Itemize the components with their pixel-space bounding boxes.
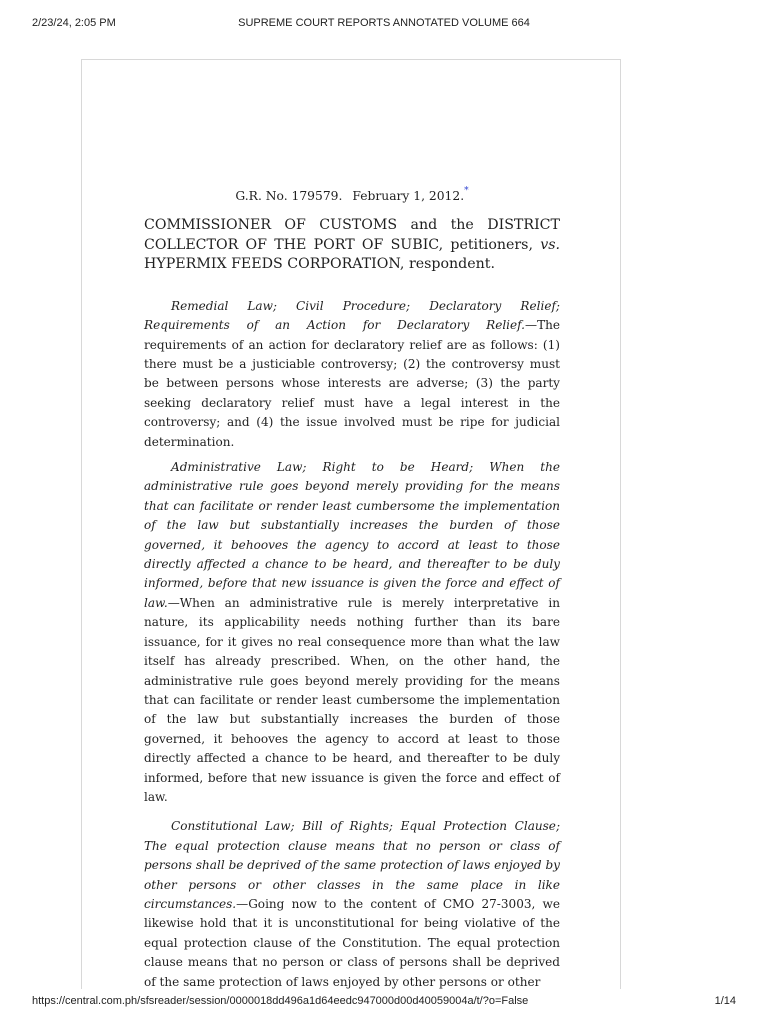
document-page (81, 59, 621, 989)
document-content (144, 184, 560, 989)
syllabus-heading: Constitutional Law; Bill of Rights; Equal Protection Clause; The equal protection clause means that no person or class of persons shall be deprived of the same protection of laws enjoyed by other persons or other classes in the same place in like circumstances. (144, 819, 560, 911)
print-footer (0, 995, 768, 1009)
print-page-title: SUPREME COURT REPORTS ANNOTATED VOLUME 664 (238, 17, 530, 29)
print-header (0, 17, 768, 31)
decision-date: February 1, 2012. (352, 189, 465, 203)
syllabus-body: —When an administrative rule is merely interpretative in nature, its applicability needs nothing further than its bare issuance, for it gives no real consequence more than what the law itself has already prescribed. When, on the other hand, the administrative rule goes beyond merely providing for the means that can facilitate or render least cumbersome the implementation of the law but substantially increases the burden of those governed, it behooves the agency to accord at least to those directly affected a chance to be heard, and thereafter to be duly informed, before that new issuance is given the force and effect of law. (144, 595, 560, 804)
gr-number: G.R. No. 179579. (235, 189, 343, 203)
footnote-link[interactable]: * (464, 186, 469, 196)
print-url: https://central.com.ph/sfsreader/session/0000018dd496a1d64eedc947000d00d40059004a/t/?o=False (32, 995, 529, 1007)
syllabus-heading: Remedial Law; Civil Procedure; Declaratory Relief; Requirements of an Action for Declaratory Relief. (144, 298, 560, 333)
syllabus-heading: Administrative Law; Right to be Heard; When the administrative rule goes beyond merely providing for the means that can facilitate or render least cumbersome the implementation of the law but substantially increases the burden of those governed, it behooves the agency to accord at least to those directly affected a chance to be heard, and thereafter to be duly informed, before that new issuance is given the force and effect of law. (144, 460, 560, 610)
petitioners: COMMISSIONER OF CUSTOMS and the DISTRICT COLLECTOR OF THE PORT OF SUBIC, petitioners, (144, 217, 560, 253)
syllabus-body: —The requirements of an action for declaratory relief are as follows: (1) there must be a justiciable controversy; (2) the controversy must be between persons whose interests are adverse; (3) the party seeking declaratory relief must have a legal interest in the controversy; and (4) the issue involved must be ripe for judicial determination. (144, 318, 560, 449)
case-parties (144, 216, 560, 275)
print-datetime: 2/23/24, 2:05 PM (32, 17, 116, 29)
versus: vs. (540, 236, 560, 253)
syllabus-paragraph (144, 458, 560, 807)
syllabus-paragraph (144, 297, 560, 452)
page-indicator: 1/14 (714, 995, 736, 1007)
case-number-line (144, 184, 560, 204)
syllabus-paragraph (144, 817, 560, 989)
respondent: HYPERMIX FEEDS CORPORATION, respondent. (144, 256, 495, 273)
syllabus-body: —Going now to the content of CMO 27-3003, we likewise hold that it is unconstitutional for being violative of the equal protection clause of the Constitution. The equal protection clause means that no person or class of persons shall be deprived of the same protection of laws enjoyed by other persons or other (144, 896, 560, 989)
